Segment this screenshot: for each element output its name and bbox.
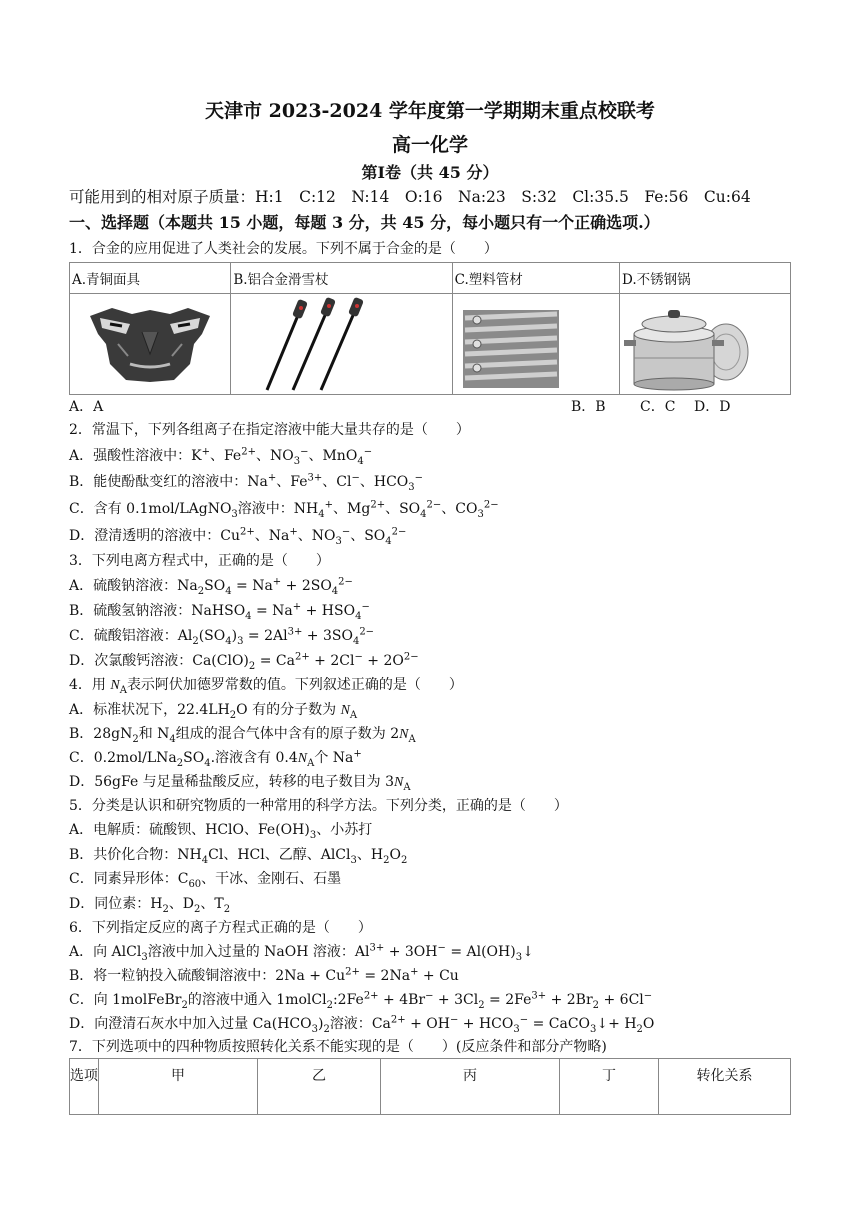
q5-option-d: D．同位素：$H_2$、$D_2$、$T_2$ (69, 896, 231, 915)
q1-option-c-label: C.塑料管材 (452, 263, 619, 294)
q6-option-c: C．向 1molFeBr$_2$的溶液中通入 $1molCl_2:2Fe^{2+} + 4Br^- + 3Cl_2 = 2Fe^{3+} + 2Br_2 + 6Cl^-$ (69, 990, 653, 1011)
q7-header-bing: 丙 (381, 1059, 560, 1115)
q1-stem: 1．合金的应用促进了人类社会的发展。下列不属于合金的是（ ） (69, 241, 498, 257)
q2-option-b: B．能使酚酞变红的溶液中：Na+、$Fe^{3+}$、Cl−、$HCO_3^-$ (69, 472, 424, 493)
q6-option-a: A．向 AlCl$_3$溶液中加入过量的 NaOH 溶液：$Al^{3+} + 3OH^-$ = $Al(OH)_3↓$ (69, 942, 534, 963)
q6-option-b: B．将一粒钠投入硫酸铜溶液中：$2Na + Cu^{2+} = 2Na^+ + Cu$ (69, 966, 459, 984)
q2-option-d: D．澄清透明的溶液中：$Cu^{2+}$、Na+、$NO_3^-$、$SO_4^{2-}$ (69, 526, 407, 547)
q3-stem: 3．下列电离方程式中，正确的是（ ） (69, 553, 330, 569)
q5-option-c: C．同素异形体：$C_{60}$、干冰、金刚石、石墨 (69, 871, 342, 890)
section-heading: 一、选择题（本题共 15 小题，每题 3 分，共 45 分，每小题只有一个正确选项.） (69, 213, 660, 232)
q1-answer-c: C．C (640, 399, 676, 415)
subject-title: 高一化学 (391, 134, 468, 156)
q2-stem: 2．常温下，下列各组离子在指定溶液中能大量共存的是（ ） (69, 422, 470, 438)
q3-option-c: C．硫酸铝溶液：$Al_2(SO_4)_3 = 2Al^{3+} + 3SO_4^{2-}$ (69, 626, 375, 647)
q1-option-b-label: B.铝合金滑雪杖 (231, 263, 452, 294)
q4-option-b: B．$28gN_2$和 $N_4$组成的混合气体中含有的原子数为 $2N_A$ (69, 726, 416, 745)
q2-option-a: A．强酸性溶液中：K+、$Fe^{2+}$、$NO_3^-$、MnO$_4$− (69, 446, 373, 467)
q4-stem: 4．用 $N_A$表示阿伏加德罗常数的值。下列叙述正确的是（ ） (69, 677, 463, 696)
q5-stem: 5．分类是认识和研究物质的一种常用的科学方法。下列分类，正确的是（ ） (69, 798, 568, 814)
q7-header-jia: 甲 (99, 1059, 258, 1115)
q1-options-table (69, 262, 791, 395)
q1-answer-a: A．A (69, 399, 104, 415)
q3-option-d: D．次氯酸钙溶液：$Ca(ClO)_2 = Ca^{2+} + 2Cl^- + 2O^{2-}$ (69, 651, 419, 672)
exam-title: 天津市 2023-2024 学年度第一学期期末重点校联考 (205, 100, 655, 122)
plastic-pipes-image (453, 294, 619, 394)
q7-table (69, 1058, 791, 1115)
q5-option-a: A．电解质：硫酸钡、HClO、$Fe(OH)_3$、小苏打 (69, 822, 373, 841)
q5-option-b: B．共价化合物：$NH_4Cl$、HCl、乙醇、AlCl$_3$、$H_2O_2$ (69, 847, 408, 866)
q4-option-c: C．$0.2mol/LNa_2SO_4$.溶液含有 $0.4N_A$个 Na+ (69, 748, 362, 769)
q1-answer-b: B．B (571, 399, 606, 415)
bronze-mask-image (70, 294, 230, 394)
q1-option-a-label: A.青铜面具 (70, 263, 231, 294)
q1-image-c (452, 294, 619, 395)
atomic-masses: 可能用到的相对原子质量：H:1 C:12 N:14 O:16 Na:23 S:32 Cl:35.5 Fe:56 Cu:64 (69, 188, 751, 206)
q1-image-b (231, 294, 452, 395)
q4-option-d: D．56gFe 与足量稀盐酸反应，转移的电子数目为 $3N_A$ (69, 774, 411, 793)
q7-header-ding: 丁 (560, 1059, 659, 1115)
q1-image-a (70, 294, 231, 395)
ski-poles-image (231, 294, 451, 394)
q7-header-option: 选项 (70, 1059, 99, 1115)
q1-image-d (620, 294, 791, 395)
q6-stem: 6．下列指定反应的离子方程式正确的是（ ） (69, 920, 372, 936)
q1-answer-d: D．D (694, 399, 731, 415)
q6-option-d: D．向澄清石灰水中加入过量 $Ca(HCO_3)_2$溶液：$Ca^{2+} + OH^- + HCO_3^-$ = CaCO$_3$↓+ $H_2O$ (69, 1014, 655, 1035)
q2-option-c: C．含有 0.1mol/LAgNO$_3$溶液中：$NH_4^+$、$Mg^{2+}$、$SO_4^{2-}$、$CO_3^{2-}$ (69, 499, 499, 520)
q7-header-relation: 转化关系 (659, 1059, 791, 1115)
q7-stem: 7．下列选项中的四种物质按照转化关系不能实现的是（ ）(反应条件和部分产物略) (69, 1039, 607, 1055)
q1-option-d-label: D.不锈钢锅 (620, 263, 791, 294)
q3-option-a: A．硫酸钠溶液：$Na_2SO_4 = Na^+ + 2SO_4^{2-}$ (69, 576, 353, 597)
part-title: 第Ⅰ卷（共 45 分） (361, 163, 499, 182)
q7-header-yi: 乙 (258, 1059, 381, 1115)
stainless-pot-image (620, 294, 790, 394)
q4-option-a: A．标准状况下，$22.4LH_2O$ 有的分子数为 $N_A$ (69, 702, 358, 721)
q3-option-b: B．硫酸氢钠溶液：NaHSO$_4$ = $Na^+ + HSO_4^-$ (69, 601, 370, 622)
